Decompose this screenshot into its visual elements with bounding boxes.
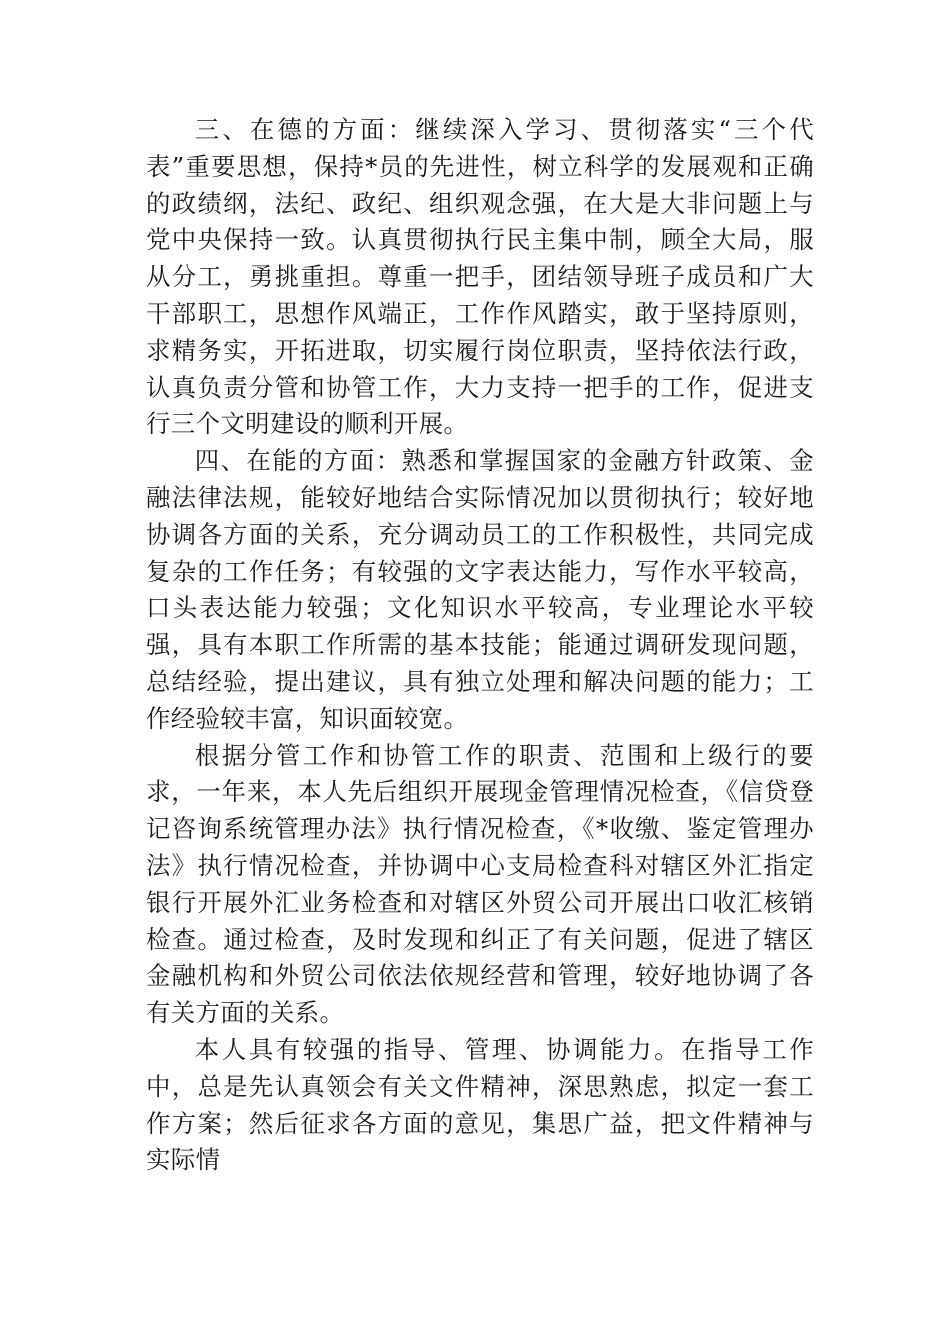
document-body — [146, 112, 814, 1179]
paragraph-coordination: 本人具有较强的指导、管理、协调能力。在指导工作中，总是先认真领会有关文件精神，深思熟虑，拟定一套工作方案；然后征求各方面的意见，集思广益，把文件精神与实际情 — [146, 1034, 814, 1175]
paragraph-inspections: 根据分管工作和协管工作的职责、范围和上级行的要求，一年来，本人先后组织开展现金管理情况检查，《信贷登记咨询系统管理办法》执行情况检查，《*收缴、鉴定管理办法》执行情况检查，并协调中心支局检查科对辖区外汇指定银行开展外汇业务检查和对辖区外贸公司开展出口收汇核销检查。通过检查，及时发现和纠正了有关问题，促进了辖区金融机构和外贸公司依法依规经营和管理，较好地协调了各有关方面的关系。 — [146, 740, 814, 1028]
paragraph-morality: 三、在德的方面：继续深入学习、贯彻落实“三个代表”重要思想，保持*员的先进性，树立科学的发展观和正确的政绩纲，法纪、政纪、组织观念强，在大是大非问题上与党中央保持一致。认真贯彻执行民主集中制，顾全大局，服从分工，勇挑重担。尊重一把手，团结领导班子成员和广大干部职工，思想作风端正，工作作风踏实，敢于坚持原则，求精务实，开拓进取，切实履行岗位职责，坚持依法行政，认真负责分管和协管工作，大力支持一把手的工作，促进支行三个文明建设的顺利开展。 — [146, 115, 814, 439]
paragraph-ability: 四、在能的方面：熟悉和掌握国家的金融方针政策、金融法律法规，能较好地结合实际情况加以贯彻执行；较好地协调各方面的关系，充分调动员工的工作积极性，共同完成复杂的工作任务；有较强的文字表达能力，写作水平较高，口头表达能力较强；文化知识水平较高，专业理论水平较强，具有本职工作所需的基本技能；能通过调研发现问题，总结经验，提出建议，具有独立处理和解决问题的能力；工作经验较丰富，知识面较宽。 — [146, 446, 814, 733]
